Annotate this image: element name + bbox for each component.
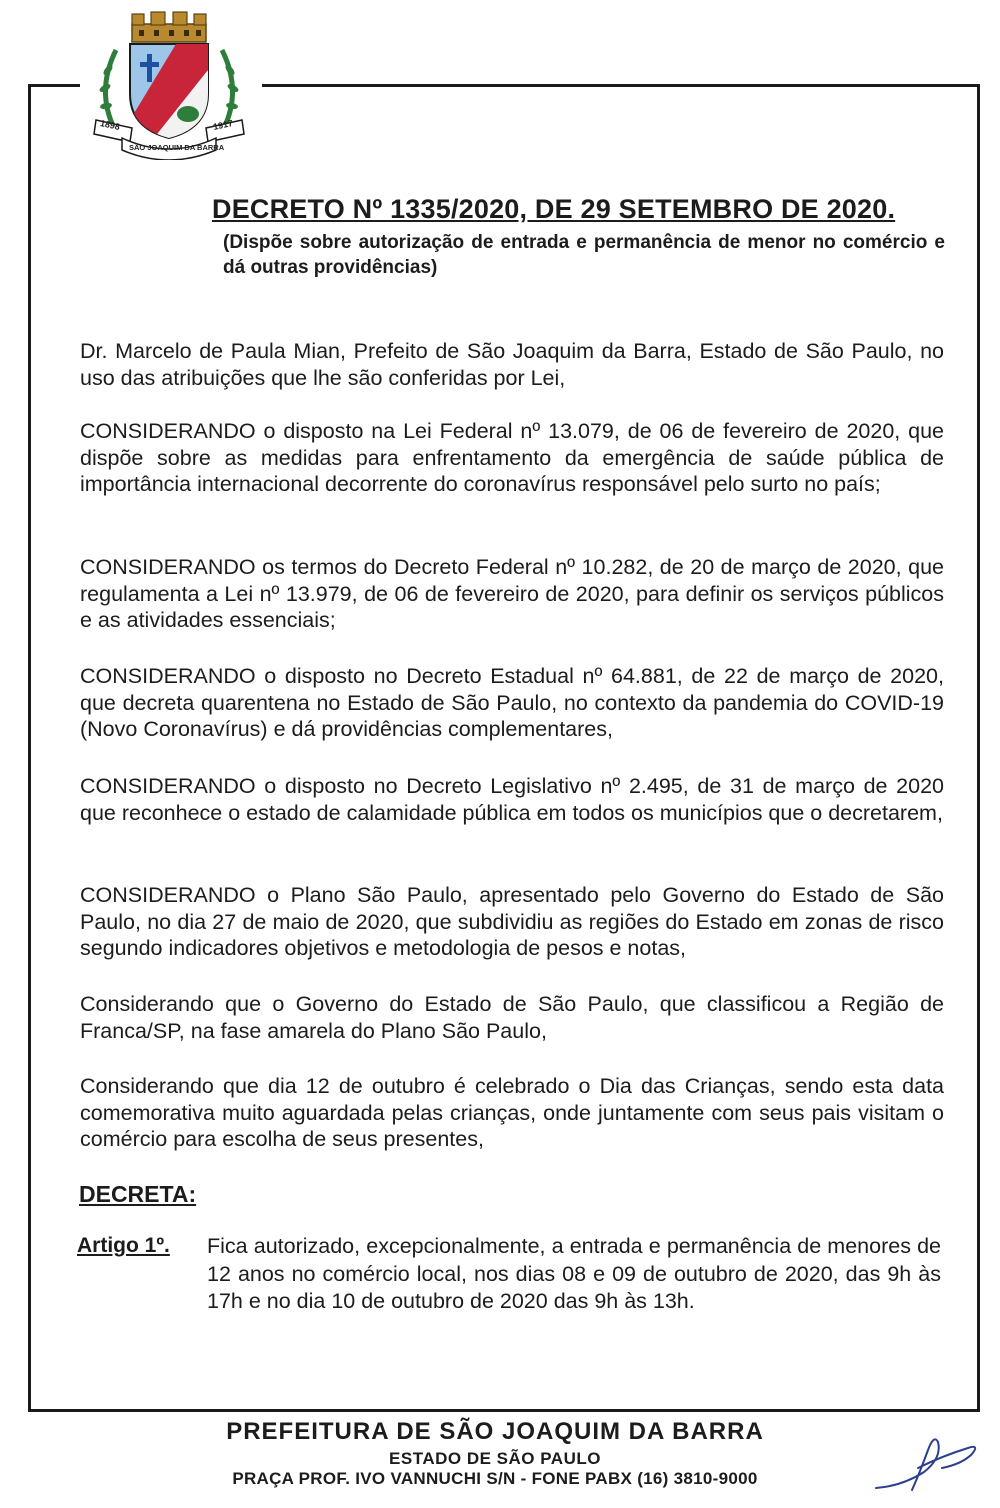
considerando-paragraph: CONSIDERANDO o disposto no Decreto Estadual nº 64.881, de 22 de março de 2020, que decreta quarentena no Estado de São Paulo, no contexto da pandemia do COVID-19 (Novo Coronavírus) e dá providências complementares,: [80, 664, 944, 741]
article-1-text: Fica autorizado, excepcionalmente, a entrada e permanência de menores de 12 anos no comércio local, nos dias 08 e 09 de outubro de 2020, das 9h às 17h e no dia 10 de outubro de 2020 das 9h às 13h.: [207, 1234, 941, 1313]
considerando-paragraph: Considerando que o Governo do Estado de São Paulo, que classificou a Região de Franca/SP, na fase amarela do Plano São Paulo,: [80, 992, 944, 1043]
municipal-crest-logo: [92, 10, 246, 160]
decree-subtitle: (Dispõe sobre autorização de entrada e permanência de menor no comércio e dá outras providências): [223, 232, 945, 278]
crest-emblem-icon: [92, 10, 246, 160]
article-1-label: Artigo 1º.: [77, 1234, 170, 1257]
crest-city-name: SÃO JOAQUIM DA BARRA: [129, 143, 225, 152]
intro-paragraph: Dr. Marcelo de Paula Mian, Prefeito de São Joaquim da Barra, Estado de São Paulo, no uso das atribuições que lhe são conferidas por Lei,: [80, 339, 944, 390]
considerando-paragraph: CONSIDERANDO o disposto na Lei Federal nº 13.079, de 06 de fevereiro de 2020, que dispõe sobre as medidas para enfrentamento da emergência de saúde pública de importância internacional decorrente do coronavírus responsável pelo surto no país;: [80, 419, 944, 496]
considerando-paragraph: CONSIDERANDO o disposto no Decreto Legislativo nº 2.495, de 31 de março de 2020 que reconhece o estado de calamidade pública em todos os municípios que o decretarem,: [80, 774, 944, 825]
decreta-heading: DECRETA:: [79, 1181, 197, 1207]
decree-title: DECRETO Nº 1335/2020, DE 29 SETEMBRO DE 2020.: [212, 194, 896, 224]
footer-city-hall: PREFEITURA DE SÃO JOAQUIM DA BARRA: [226, 1418, 764, 1445]
crest-year-right: 1917: [212, 118, 234, 132]
signature-mark: [872, 1428, 984, 1496]
page-border: [28, 84, 980, 1412]
footer-address: PRAÇA PROF. IVO VANNUCHI S/N - FONE PABX (16) 3810-9000: [232, 1469, 758, 1488]
crest-year-left: 1898: [99, 118, 121, 132]
considerando-paragraph: CONSIDERANDO os termos do Decreto Federal nº 10.282, de 20 de março de 2020, que regulamenta a Lei nº 13.979, de 06 de fevereiro de 2020, para definir os serviços públicos e as atividades essenciais;: [80, 555, 944, 632]
considerando-paragraph: CONSIDERANDO o Plano São Paulo, apresentado pelo Governo do Estado de São Paulo, no dia 27 de maio de 2020, que subdividiu as regiões do Estado em zonas de risco segundo indicadores objetivos e metodologia de pesos e notas,: [80, 883, 944, 960]
footer-state: ESTADO DE SÃO PAULO: [389, 1449, 601, 1468]
considerando-paragraph: Considerando que dia 12 de outubro é celebrado o Dia das Crianças, sendo esta data comemorativa muito aguardada pelas crianças, onde juntamente com seus pais visitam o comércio para escolha de seus presentes,: [80, 1074, 944, 1151]
